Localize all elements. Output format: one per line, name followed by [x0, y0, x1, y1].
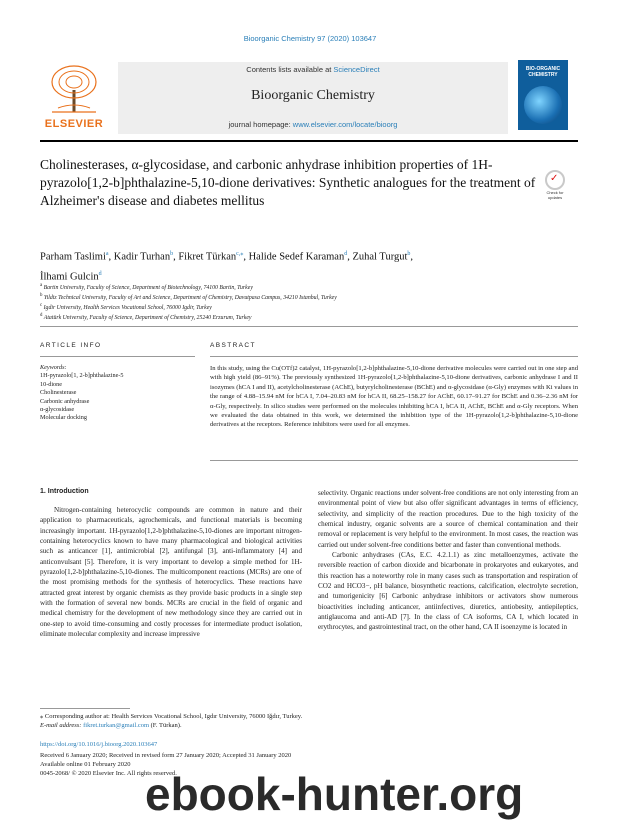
keywords-heading: Keywords:	[40, 364, 67, 371]
check-updates-label: Check for updates	[546, 190, 564, 200]
affiliations	[40, 282, 580, 322]
corresponding-author: ⁎ Corresponding author at: Health Services Vocational School, Igdır University, 76000 Iğdır, Turkey.	[40, 713, 303, 720]
homepage-line	[118, 120, 508, 129]
journal-header	[118, 62, 508, 134]
author-name: Parham Taslimi	[40, 251, 106, 263]
affiliation-item: $^c$ Igdir University, Health Services Vocational School, 76000 Igdir, Turkey	[40, 302, 212, 311]
tree-logo-icon	[44, 62, 104, 116]
header-rule	[40, 140, 578, 142]
keyword-item: 1H-pyrazolo[1, 2-b]phthalazine-5	[40, 372, 124, 380]
affiliation-item: $^d$ Atatürk University, Faculty of Science, Department of Chemistry, 25240 Erzurum, Turkey	[40, 312, 252, 321]
cover-title: BIO-ORGANIC CHEMISTRY	[525, 66, 561, 78]
author-sup[interactable]: b	[407, 251, 411, 257]
affiliation-item: $^b$ Yildiz Technical University, Faculty of Art and Science, Department of Chemistry, Davutpasa Campus, 34210 Istanbul, Turkey	[40, 292, 337, 301]
author-sup[interactable]: d	[344, 251, 348, 257]
journal-reference[interactable]: Bioorganic Chemistry 97 (2020) 103647	[243, 34, 377, 43]
journal-title: Bioorganic Chemistry	[251, 88, 375, 103]
introduction-heading: 1. Introduction	[40, 488, 89, 495]
author-name: Zuhal Turgut	[352, 251, 408, 263]
author-name: Fikret Türkan	[178, 251, 237, 263]
email-suffix: (F. Türkan).	[149, 722, 182, 729]
keyword-item: Molecular docking	[40, 414, 87, 422]
keywords-block	[40, 364, 195, 423]
email-link[interactable]: fikret.turkan@gmail.com	[83, 722, 150, 729]
abstract-text: In this study, using the Cu(OTf)2 catalyst, 1H-pyrazolo[1,2-b]phthalazine-5,10-dione derivative molecules were carried out in one step and with high yield (86–91%). The previously synthesized 1H-pyrazolo[1,2-b]phthalazine-5,10-dione derivatives, carbonic anhydrase I and II isozymes (hCA I and II), acetylcholinesterase (AChE), butyrylcholinesterase (BChE) and α-glycosidase (α-Gly) enzymes with Ki values in the range of 4.88–15.94 nM for hCA I, 7.04–20.83 nM for hCA II, 68.25–158.27 for AChE, 60.17–91.27 for BChE and 0.36–2.36 nM for α-Gly, respectively. In silico studies were performed on the molecules inhibiting hCA I, hCA II, AChE, BChE and α-Gly receptors. When we evaluated the data obtained in this work, we determined the inhibition type of the 1H-pyrazolo[1,2-b]phthalazine-5,10-dione derivatives at the receptors. Reference inhibitors were used for all enzymes.	[210, 365, 578, 429]
homepage-link[interactable]: www.elsevier.com/locate/bioorg	[292, 120, 398, 129]
footnote-rule	[40, 708, 130, 709]
cover-art-icon	[524, 86, 562, 124]
keyword-item: Carbonic anhydrase	[40, 397, 90, 405]
body-paragraph: Carbonic anhydrases (CAs, E.C. 4.2.1.1) as zinc metalloenzymes, activate the reversible reaction of carbon dioxide and bicarbonate in prokaryotes and eukaryotes, and this reaction has a noteworthy role in many cases such as transportation and respiration of CO2 and HCO3−, pH balance, biosynthetic reactions, calcification, electrolyte secretion, and tumorigenicity [6] Carbonic anhydrase inhibitors or activators show numerous bioactivities including anticancer, antiinfectives, diuretics, antiobesity, antiepileptics, antiglaucoma and anti-AD [7]. In the class of CA isoforms, CA I, which located in erythrocytes, and gastrointestinal tract, on the other hand, CA II isoenzyme is located in	[318, 551, 578, 632]
affiliation-item: $^a$ Bartin University, Faculty of Science, Department of Biotechnology, 74100 Bartin, Turkey	[40, 283, 253, 291]
check-mark-icon: ✓	[550, 173, 559, 184]
body-column-left	[40, 505, 302, 639]
available-line: Available online 01 February 2020	[40, 761, 131, 768]
received-line: Received 6 January 2020; Received in revised form 27 January 2020; Accepted 31 January 2020	[40, 752, 292, 759]
author-sup[interactable]: b	[170, 251, 174, 257]
author-sup[interactable]: a	[105, 251, 109, 257]
body-paragraph: Nitrogen-containing heterocyclic compounds are common in nature and their application to pharmaceuticals, agrochemicals, and functional materials is becoming increasingly important. 1H-pyrazolo[1,2-b]phthalazine-5,10-diones are important nitrogen-containing heterocyclics known to have many pharmacological and biological activities such as anticancer [1], antimicrobial [2], antifungal [3], anti-inflammatory [4] and anticonvulsant [5]. Therefore, it is very important to develop a simple method for 1H-pyrazolo[1,2-b]phthalazine-5,10-diones. The multicomponent reactions (MCRs) are one of the most promising methods for the synthesis of heterocyclics. These reactions have attracted great interest by organic chemists as they provide basic products in a single step with the formation of several new bonds. MCRs are crucial in the field of organic and medical chemistry for the development of new methodology since they are carried out in one-step to avoid time-consuming and costly processes for intermediate product isolation, eliminate molecular complexity and increase impressive	[40, 506, 302, 639]
author-list: Parham Taslimi$^a$, Kadir Turhan$^b$, Fikret Türkan$^{c,⁎}$, Halide Sedef Karaman$^d$, Zuhal Turgut$^b$, İlhami Gulcin$^d$	[40, 251, 414, 282]
journal-cover[interactable]	[518, 60, 568, 130]
section-rule	[40, 326, 578, 327]
doi-link[interactable]: https://doi.org/10.1016/j.bioorg.2020.103647	[40, 741, 158, 748]
author-name: Halide Sedef Karaman	[248, 251, 345, 263]
copyright-line: 0045-2068/ © 2020 Elsevier Inc. All rights reserved.	[40, 770, 177, 777]
author-name: Kadir Turhan	[113, 251, 171, 263]
watermark: ebook-hunter.org	[145, 768, 524, 820]
article-title: Cholinesterases, α-glycosidase, and carbonic anhydrase inhibition properties of 1H-pyrazolo[1,2-b]phthalazine-5,10-dione derivatives: Synthetic analogues for the treatment of Alzheimer's disease and diabetes mellitus	[40, 157, 536, 208]
author-sup[interactable]: c,⁎	[236, 251, 244, 257]
abstract-rule	[210, 356, 578, 357]
abstract-bottom-rule	[210, 460, 578, 461]
abstract-heading: ABSTRACT	[210, 342, 256, 349]
keyword-item: α-glycosidase	[40, 406, 75, 414]
homepage-prefix: journal homepage:	[228, 120, 293, 129]
author-name: İlhami Gulcin	[40, 271, 99, 282]
contents-prefix: Contents lists available at	[246, 65, 334, 74]
article-info-heading: ARTICLE INFO	[40, 342, 102, 349]
contents-line	[118, 65, 508, 74]
body-column-right	[318, 488, 578, 633]
check-for-updates-badge[interactable]	[542, 170, 568, 200]
sciencedirect-link[interactable]: ScienceDirect	[333, 65, 380, 74]
email-line	[40, 721, 560, 730]
email-label: E-mail address:	[40, 722, 84, 729]
article-info-rule	[40, 356, 195, 357]
author-sup[interactable]: d	[98, 270, 102, 277]
elsevier-logo	[38, 62, 110, 132]
keyword-item: Cholinesterase	[40, 389, 77, 397]
keyword-item: 10-dione	[40, 380, 62, 388]
publisher-name: ELSEVIER	[44, 118, 104, 130]
body-paragraph: selectivity. Organic reactions under solvent-free conditions are not only interesting from an environmental point of view but also offer significant advantages in terms of efficiency, selectivity, and simplicity of the reaction procedures. Due to the high toxicity of the chemical industry, organic solvents are a source of chemical contamination and their removal or replacement is very helpful to the environment. In most cases, the reaction was carried out under solvent-free conditions better and faster than conventional methods.	[318, 489, 578, 549]
footnote	[40, 712, 560, 730]
